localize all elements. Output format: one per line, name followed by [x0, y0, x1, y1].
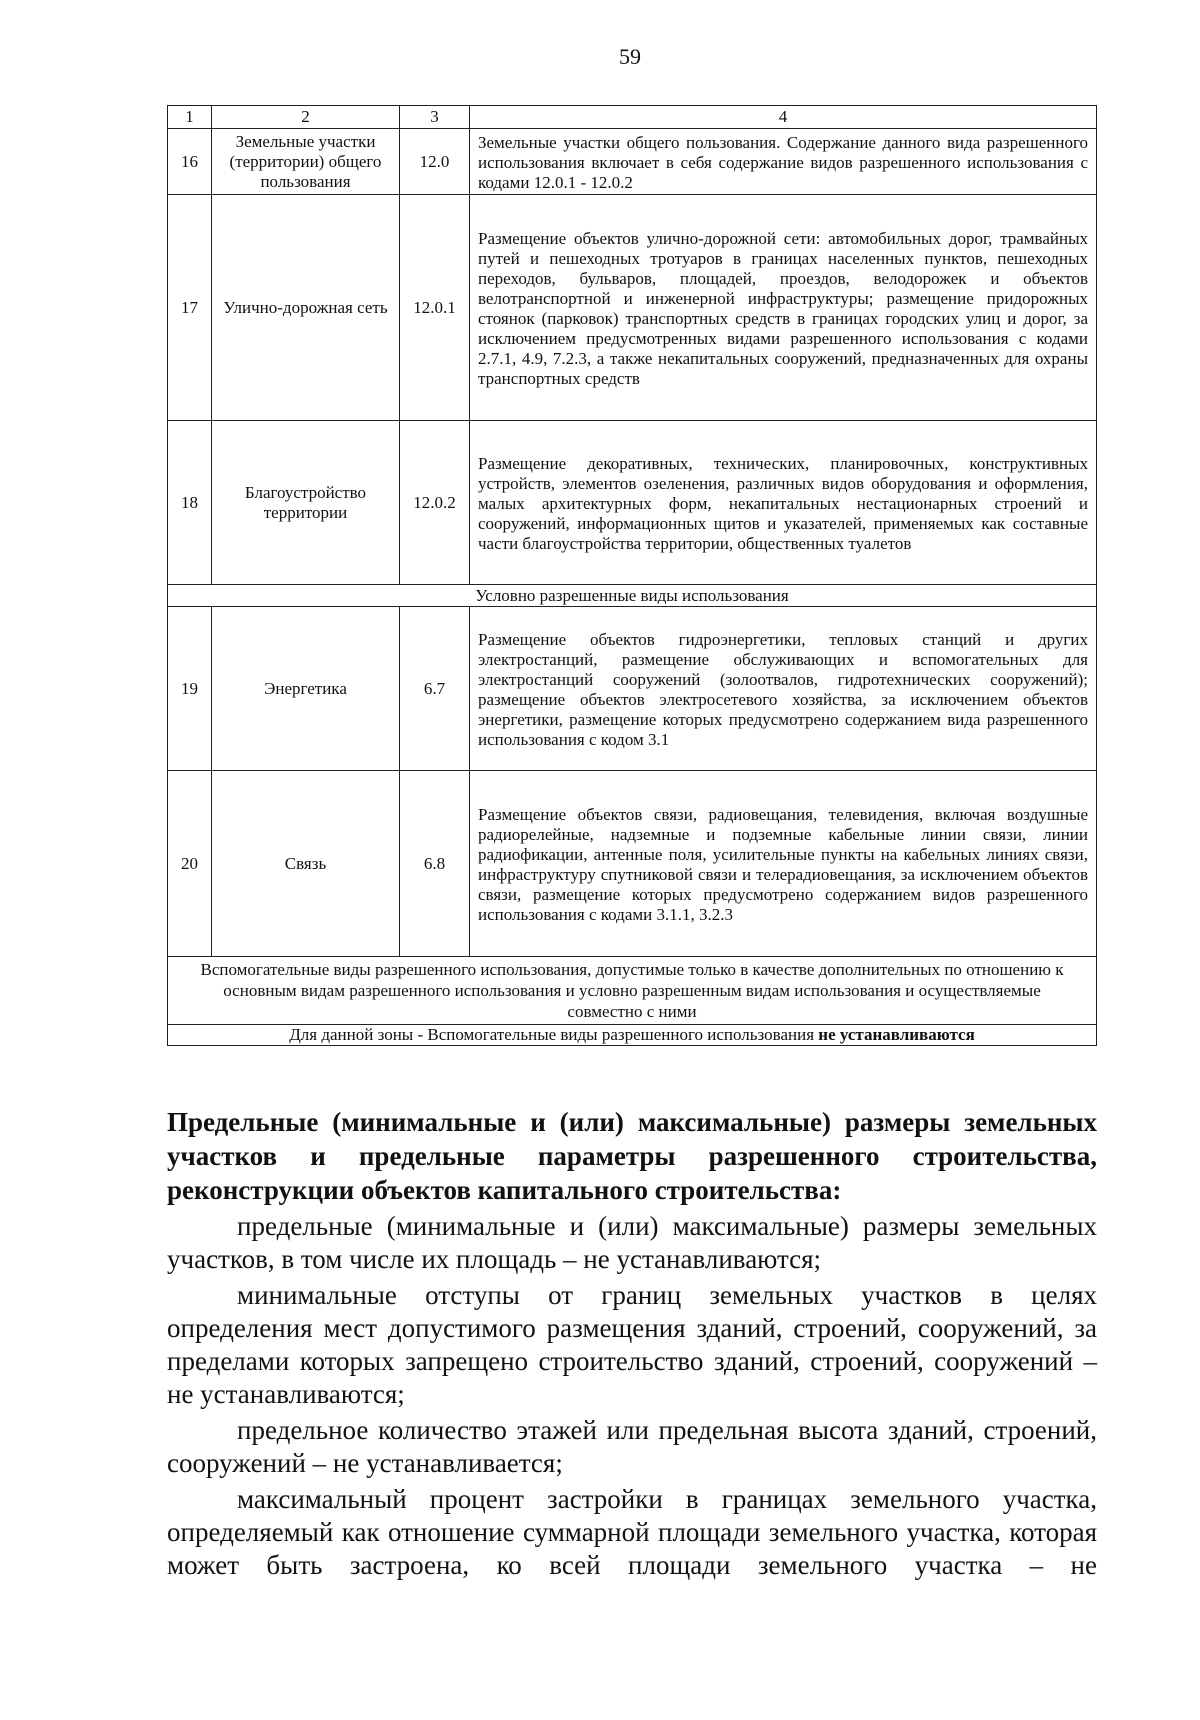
use-type-description: Размещение декоративных, технических, планировочных, конструктивных устройств, элементов озеленения, различных видов оборудования и оформления, малых архитектурных форм, некапитальных нестационарных строений и сооружений, информационных щитов и указателей, применяемых как составные части благоустройства территории, общественных туалетов	[470, 421, 1097, 585]
section-heading: Предельные (минимальные и (или) максимальные) размеры земельных участков и предельные параметры разрешенного строительства, реконструкции объектов капитального строительства:	[167, 1107, 1097, 1205]
use-type-code: 12.0	[400, 129, 470, 195]
paragraph: максимальный процент застройки в границах земельного участка, определяемый как отношение суммарной площади земельного участка, которая может быть застроена, ко всей площади земельного участка – не	[167, 1484, 1097, 1580]
paragraph: предельное количество этажей или предельная высота зданий, строений, сооружений – не устанавливается;	[167, 1415, 1097, 1478]
table-row	[168, 421, 1097, 585]
use-type-name: Энергетика	[212, 607, 400, 771]
use-type-code: 6.8	[400, 771, 470, 957]
header-cell-3: 3	[400, 106, 470, 129]
note-emphasis: не устанавливаются	[818, 1025, 975, 1044]
use-type-description: Размещение объектов связи, радиовещания, телевидения, включая воздушные радиорелейные, надземные и подземные кабельные линии связи, линии радиофикации, антенные поля, усилительные пункты на кабельных линиях связи, инфраструктуру спутниковой связи и телерадиовещания, за исключением объектов связи, размещение которых предусмотрено содержанием видов разрешенного использования с кодами 3.1.1, 3.2.3	[470, 771, 1097, 957]
row-number: 17	[168, 195, 212, 421]
use-type-code: 12.0.1	[400, 195, 470, 421]
section-title-conditional: Условно разрешенные виды использования	[168, 585, 1097, 607]
use-type-description: Размещение объектов гидроэнергетики, тепловых станций и других электростанций, размещение обслуживающих и вспомогательных для электростанций сооружений (золоотвалов, гидротехнических сооружений); размещение объектов электросетевого хозяйства, за исключением объектов энергетики, размещение которых предусмотрено содержанием вида разрешенного использования с кодом 3.1	[470, 607, 1097, 771]
note-text: Для данной зоны - Вспомогательные виды разрешенного использования	[289, 1025, 815, 1044]
note-row	[168, 1025, 1097, 1046]
use-type-name: Благоустройство территории	[212, 421, 400, 585]
use-type-code: 6.7	[400, 607, 470, 771]
section-title-auxiliary: Вспомогательные виды разрешенного использования, допустимые только в качестве дополнительных по отношению к основным видам разрешенного использования и условно разрешенным видам использования и осуществляемые совместно с ними	[168, 957, 1097, 1025]
table-row	[168, 195, 1097, 421]
body-text	[167, 1210, 1097, 1585]
table-row	[168, 129, 1097, 195]
use-type-name: Улично-дорожная сеть	[212, 195, 400, 421]
paragraph: предельные (минимальные и (или) максимальные) размеры земельных участков, в том числе их площадь – не устанавливаются;	[167, 1211, 1097, 1274]
page-number: 59	[619, 44, 641, 69]
row-number: 20	[168, 771, 212, 957]
use-type-name: Связь	[212, 771, 400, 957]
land-use-table	[167, 105, 1097, 1046]
header-cell-2: 2	[212, 106, 400, 129]
use-type-code: 12.0.2	[400, 421, 470, 585]
row-number: 16	[168, 129, 212, 195]
table-row	[168, 771, 1097, 957]
use-type-description: Размещение объектов улично-дорожной сети: автомобильных дорог, трамвайных путей и пешеходных тротуаров в границах населенных пунктов, пешеходных переходов, бульваров, площадей, проездов, велодорожек и объектов велотранспортной и инженерной инфраструктуры; размещение придорожных стоянок (парковок) транспортных средств в границах городских улиц и дорог, за исключением предусмотренных видами разрешенного использования с кодами 2.7.1, 4.9, 7.2.3, а также некапитальных сооружений, предназначенных для охраны транспортных средств	[470, 195, 1097, 421]
use-type-description: Земельные участки общего пользования. Содержание данного вида разрешенного использования включает в себя содержание видов разрешенного использования с кодами 12.0.1 - 12.0.2	[470, 129, 1097, 195]
section-header-row	[168, 957, 1097, 1025]
row-number: 19	[168, 607, 212, 771]
auxiliary-note	[168, 1025, 1097, 1046]
table-header-row	[168, 106, 1097, 129]
use-type-name: Земельные участки (территории) общего пользования	[212, 129, 400, 195]
header-cell-4: 4	[470, 106, 1097, 129]
table-row	[168, 607, 1097, 771]
header-cell-1: 1	[168, 106, 212, 129]
section-header-row	[168, 585, 1097, 607]
row-number: 18	[168, 421, 212, 585]
paragraph: минимальные отступы от границ земельных участков в целях определения мест допустимого размещения зданий, строений, сооружений, за пределами которых запрещено строительство зданий, строений, сооружений – не устанавливаются;	[167, 1280, 1097, 1409]
